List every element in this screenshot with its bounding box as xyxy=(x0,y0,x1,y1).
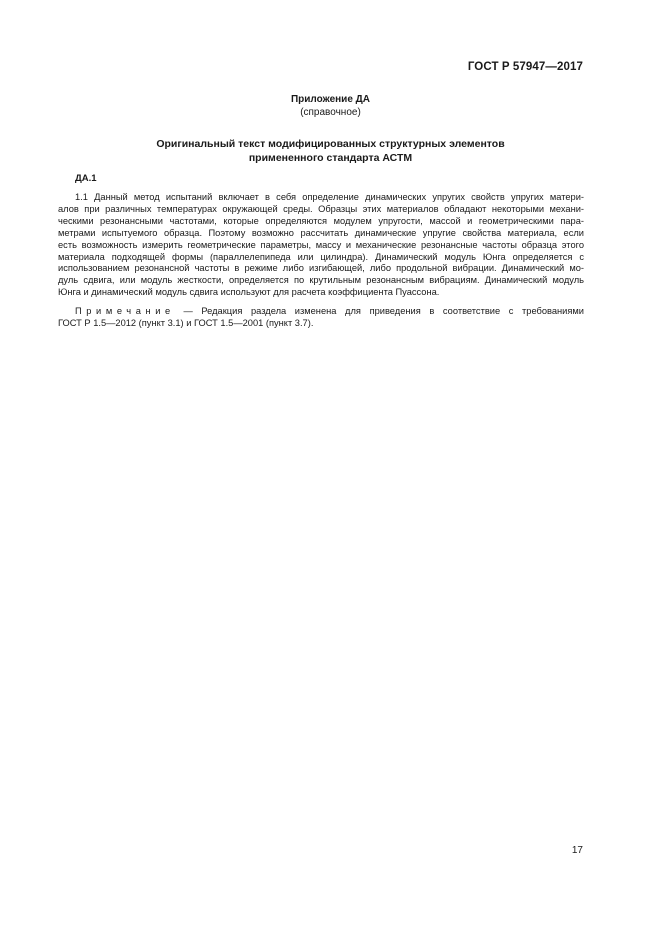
note-line: ГОСТ Р 1.5—2012 (пункт 3.1) и ГОСТ 1.5—2001 (пункт 3.7). xyxy=(58,317,314,328)
note-label: Примечание xyxy=(75,306,175,316)
paragraph-line: Юнга и динамический модуль сдвига используют для расчета коэффициента Пуассона. xyxy=(58,287,440,298)
paragraph-line: материала подходящей формы (параллелепипеда или цилиндра). Динамический модуль Юнга определяется с xyxy=(58,251,584,262)
section-heading xyxy=(0,137,661,165)
paragraph-line: дуль сдвига, или модуль жесткости, определяется по крутильным резонансным вибрациям. Динамический модуль xyxy=(58,275,584,286)
section-label: ДА.1 xyxy=(75,173,97,184)
note-text: — Редакция раздела изменена для приведения в соответствие с требованиями xyxy=(174,306,584,316)
paragraph-line: ческими резонансными частотами, которые определяются модулем упругости, массой и геометрическими пара- xyxy=(58,215,584,226)
paragraph-line: алов при различных температурах окружающей среды. Образцы этих материалов обладают некоторыми механи- xyxy=(58,203,584,214)
paragraph-line: метрами испытуемого образца. Поэтому возможно рассчитать динамические упругие свойства материала, если xyxy=(58,227,584,238)
heading-line-1: Оригинальный текст модифицированных структурных элементов xyxy=(156,138,505,150)
annex-subtitle: (справочное) xyxy=(300,107,361,118)
document-code: ГОСТ Р 57947—2017 xyxy=(467,61,583,73)
note-line xyxy=(58,306,584,318)
page-number: 17 xyxy=(571,845,583,856)
paragraph-line: использованием резонансной частоты в режиме либо изгибающей, либо продольной вибрации. Динамический мо- xyxy=(58,263,584,274)
annex-title: Приложение ДА xyxy=(290,94,371,105)
heading-line-2: примененного стандарта АСТМ xyxy=(248,152,413,164)
main-paragraph xyxy=(58,192,584,299)
paragraph-line: есть возможность измерить геометрические параметры, массу и механические резонансные частоты образца этого xyxy=(58,239,584,250)
note-paragraph xyxy=(58,306,584,330)
paragraph-line: 1.1 Данный метод испытаний включает в себя определение динамических упругих свойств упругих матери- xyxy=(75,192,584,202)
